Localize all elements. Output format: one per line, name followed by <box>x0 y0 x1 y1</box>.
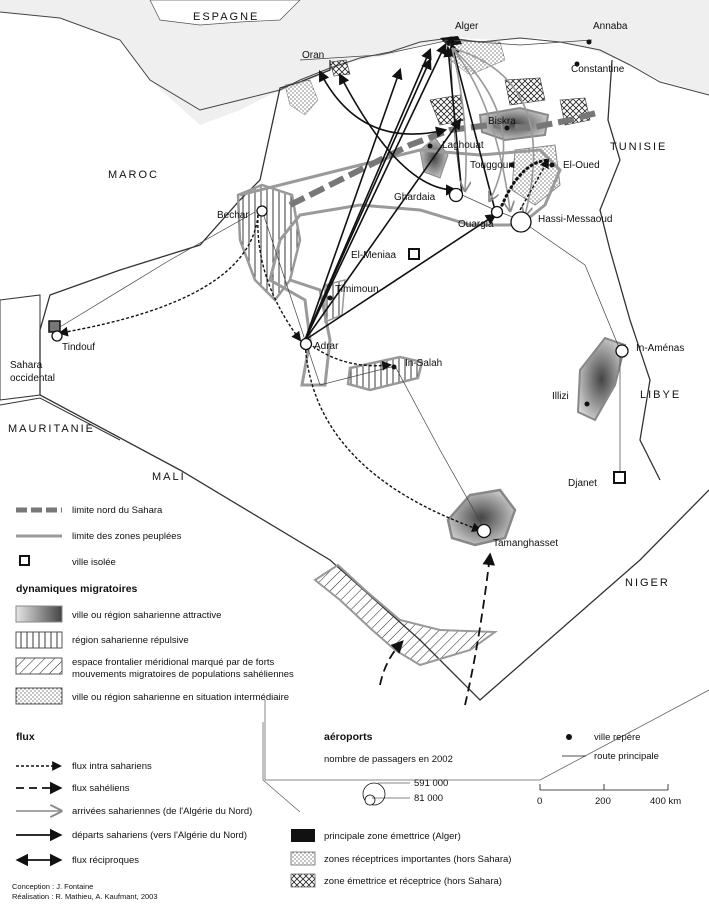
legend-populated-limit: limite des zones peuplées <box>72 531 182 542</box>
legend-flux-reciprocal: flux réciproques <box>72 855 140 866</box>
legend-repulsive: région saharienne répulsive <box>72 635 189 646</box>
city-djanet: Djanet <box>568 478 597 489</box>
country-espagne: ESPAGNE <box>193 11 260 23</box>
legend-flux-sahel: flux sahéliens <box>72 783 130 794</box>
receiving-zone-oran <box>285 80 318 115</box>
city-laghouat: Laghouat <box>442 140 484 151</box>
isolated-city-tindouf-square <box>49 321 60 332</box>
legend-airport-small: 81 000 <box>414 793 444 804</box>
mediterranean-sea <box>0 0 709 125</box>
city-el-oued: El-Oued <box>563 160 600 171</box>
country-libye: LIBYE <box>640 389 682 401</box>
country-maroc: MAROC <box>108 169 159 181</box>
country-niger: NIGER <box>625 577 670 589</box>
city-ouargla: Ouargla <box>458 219 494 230</box>
legend-frontier-1: espace frontalier méridional marqué par de forts <box>72 657 275 668</box>
frontier-zone <box>315 565 495 665</box>
legend-intermediate: ville ou région saharienne en situation intermédiaire <box>72 692 290 703</box>
legend-receiving-zones: zones réceptrices importantes (hors Sahara) <box>324 854 512 865</box>
legend-sahara-limit: limite nord du Sahara <box>72 505 163 516</box>
country-sahara-occidental-2: occidental <box>10 373 56 384</box>
emit-receive-zone-2 <box>505 78 545 105</box>
city-oran: Oran <box>302 50 325 61</box>
city-ghardaia: Ghardaia <box>394 192 436 203</box>
country-mali: MALI <box>152 471 186 483</box>
morocco-border <box>0 295 40 400</box>
tunisia-border <box>600 60 660 480</box>
scale-400: 400 km <box>650 796 682 807</box>
legend-flux-title: flux <box>16 731 35 743</box>
city-in-salah: In-Salah <box>405 358 443 369</box>
city-annaba: Annaba <box>593 21 628 32</box>
city-biskra: Biskra <box>488 116 516 127</box>
credit-conception: Conception : J. Fontaine <box>12 882 94 891</box>
legend-airport-large: 591 000 <box>414 778 449 789</box>
legend-attractive: ville ou région saharienne attractive <box>72 610 222 621</box>
city-alger: Alger <box>455 21 479 32</box>
city-in-amenas: In-Aménas <box>636 343 685 354</box>
legend-main-road: route principale <box>594 751 659 762</box>
country-sahara-occidental-1: Sahara <box>10 360 43 371</box>
country-mauritanie: MAURITANIE <box>8 423 96 435</box>
legend-frontier-2: mouvements migratoires de populations sahéliennes <box>72 669 294 680</box>
isolated-city-djanet <box>614 472 625 483</box>
city-tamanghasset: Tamanghasset <box>493 538 559 549</box>
legend <box>12 505 681 901</box>
city-bechar: Bechar <box>217 210 249 221</box>
city-constantine: Constantine <box>571 64 625 75</box>
legend-airports-sub: nombre de passagers en 2002 <box>324 754 453 765</box>
isolated-city-el-meniaa <box>409 249 419 259</box>
legend-ref-city: ville repère <box>594 732 641 743</box>
legend-airports-title: aéroports <box>324 731 373 743</box>
legend-flux-departures: départs sahariens (vers l'Algérie du Nord) <box>72 830 248 841</box>
credit-realisation: Réalisation : R. Mathieu, A. Kaufmant, 2003 <box>12 892 158 901</box>
city-hassi-messaoud: Hassi-Messaoud <box>538 214 613 225</box>
legend-flux-arrivals: arrivées sahariennes (de l'Algérie du Nord) <box>72 806 253 817</box>
country-tunisie: TUNISIE <box>610 141 668 153</box>
city-touggourt: Touggourt <box>470 160 515 171</box>
legend-isolated-city: ville isolée <box>72 557 116 568</box>
scale-0: 0 <box>537 796 543 807</box>
legend-dynamics-title: dynamiques migratoires <box>16 583 138 595</box>
legend-flux-intra: flux intra sahariens <box>72 761 152 772</box>
city-el-meniaa: El-Meniaa <box>351 250 397 261</box>
city-illizi: Illizi <box>552 391 569 402</box>
legend-emit-receive: zone émettrice et réceptrice (hors Sahara) <box>324 876 502 887</box>
city-adrar: Adrar <box>314 341 339 352</box>
legend-main-emitter: principale zone émettrice (Alger) <box>324 831 461 842</box>
city-timimoun: Timimoun <box>335 284 379 295</box>
city-tindouf: Tindouf <box>62 342 95 353</box>
scale-200: 200 <box>595 796 611 807</box>
